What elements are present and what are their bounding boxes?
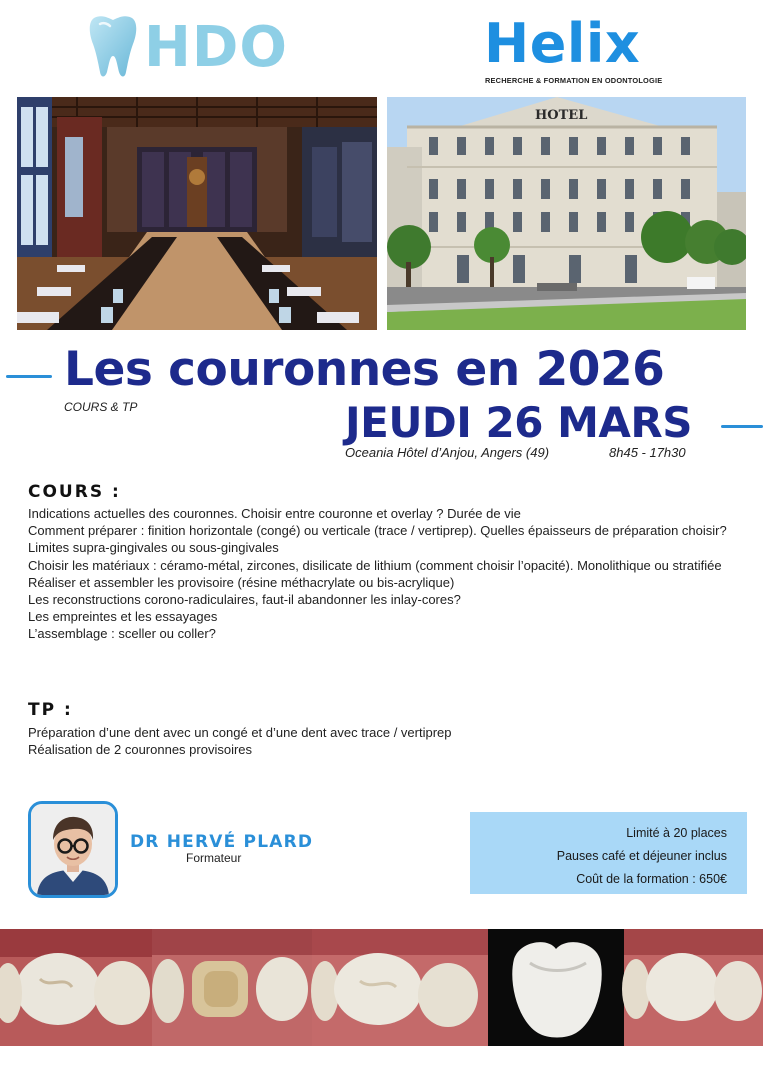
- helix-logo-text: Helix: [484, 12, 641, 75]
- hotel-sign: HOTEL: [535, 108, 588, 123]
- list-item: Comment préparer : finition horizontale (congé) ou verticale (trace / vertiprep). Quelles épaisseurs de préparation choisir?: [28, 523, 727, 539]
- conference-room-photo: [17, 97, 377, 330]
- event-hours: 8h45 - 17h30: [609, 445, 686, 460]
- places-info: Limité à 20 places: [626, 826, 727, 840]
- cost-info: Coût de la formation : 650€: [576, 872, 727, 886]
- pauses-info: Pauses café et déjeuner inclus: [556, 849, 727, 863]
- trainer-role: Formateur: [186, 851, 242, 865]
- tooth-icon: [88, 14, 138, 80]
- list-item: Préparation d’une dent avec un congé et d’une dent avec trace / vertiprep: [28, 725, 452, 740]
- decorative-line-left: [6, 375, 52, 378]
- page-title: Les couronnes en 2026: [64, 342, 665, 397]
- list-item: Réaliser et assembler les provisoire (résine méthacrylate ou bis-acrylique): [28, 574, 455, 590]
- hdo-logo: [88, 14, 308, 82]
- tp-list: [28, 724, 728, 758]
- trainer-name: DR HERVÉ PLARD: [130, 832, 314, 852]
- dental-crowns-photos: [0, 929, 763, 1046]
- list-item: Les reconstructions corono-radiculaires, faut-il abandonner les inlay-cores?: [28, 592, 461, 608]
- decorative-line-right: [721, 425, 763, 428]
- tp-heading: TP :: [28, 700, 73, 720]
- list-item: Réalisation de 2 couronnes provisoires: [28, 742, 253, 758]
- list-item: Limites supra-gingivales ou sous-gingivales: [28, 540, 279, 556]
- helix-logo: [484, 14, 684, 89]
- cours-heading: COURS :: [28, 482, 121, 502]
- list-item: Les empreintes et les essayages: [28, 609, 218, 625]
- list-item: L’assemblage : sceller ou coller?: [28, 626, 216, 642]
- list-item: Choisir les matériaux : céramo-métal, zircones, disilicate de lithium (comment choisir l’opacité). Monolithique ou stratifiée: [28, 557, 722, 573]
- helix-tagline: RECHERCHE & FORMATION EN ODONTOLOGIE: [485, 76, 663, 85]
- list-item: Indications actuelles des couronnes. Choisir entre couronne et overlay ? Durée de vie: [28, 506, 521, 521]
- event-venue: Oceania Hôtel d’Anjou, Angers (49): [345, 445, 550, 460]
- hotel-photo: [387, 97, 746, 330]
- course-type-label: COURS & TP: [64, 400, 138, 414]
- event-date: JEUDI 26 MARS: [345, 398, 692, 447]
- info-box: [470, 812, 747, 894]
- hdo-logo-text: HDO: [144, 15, 288, 80]
- trainer-avatar: [28, 801, 118, 898]
- cours-list: [28, 505, 728, 643]
